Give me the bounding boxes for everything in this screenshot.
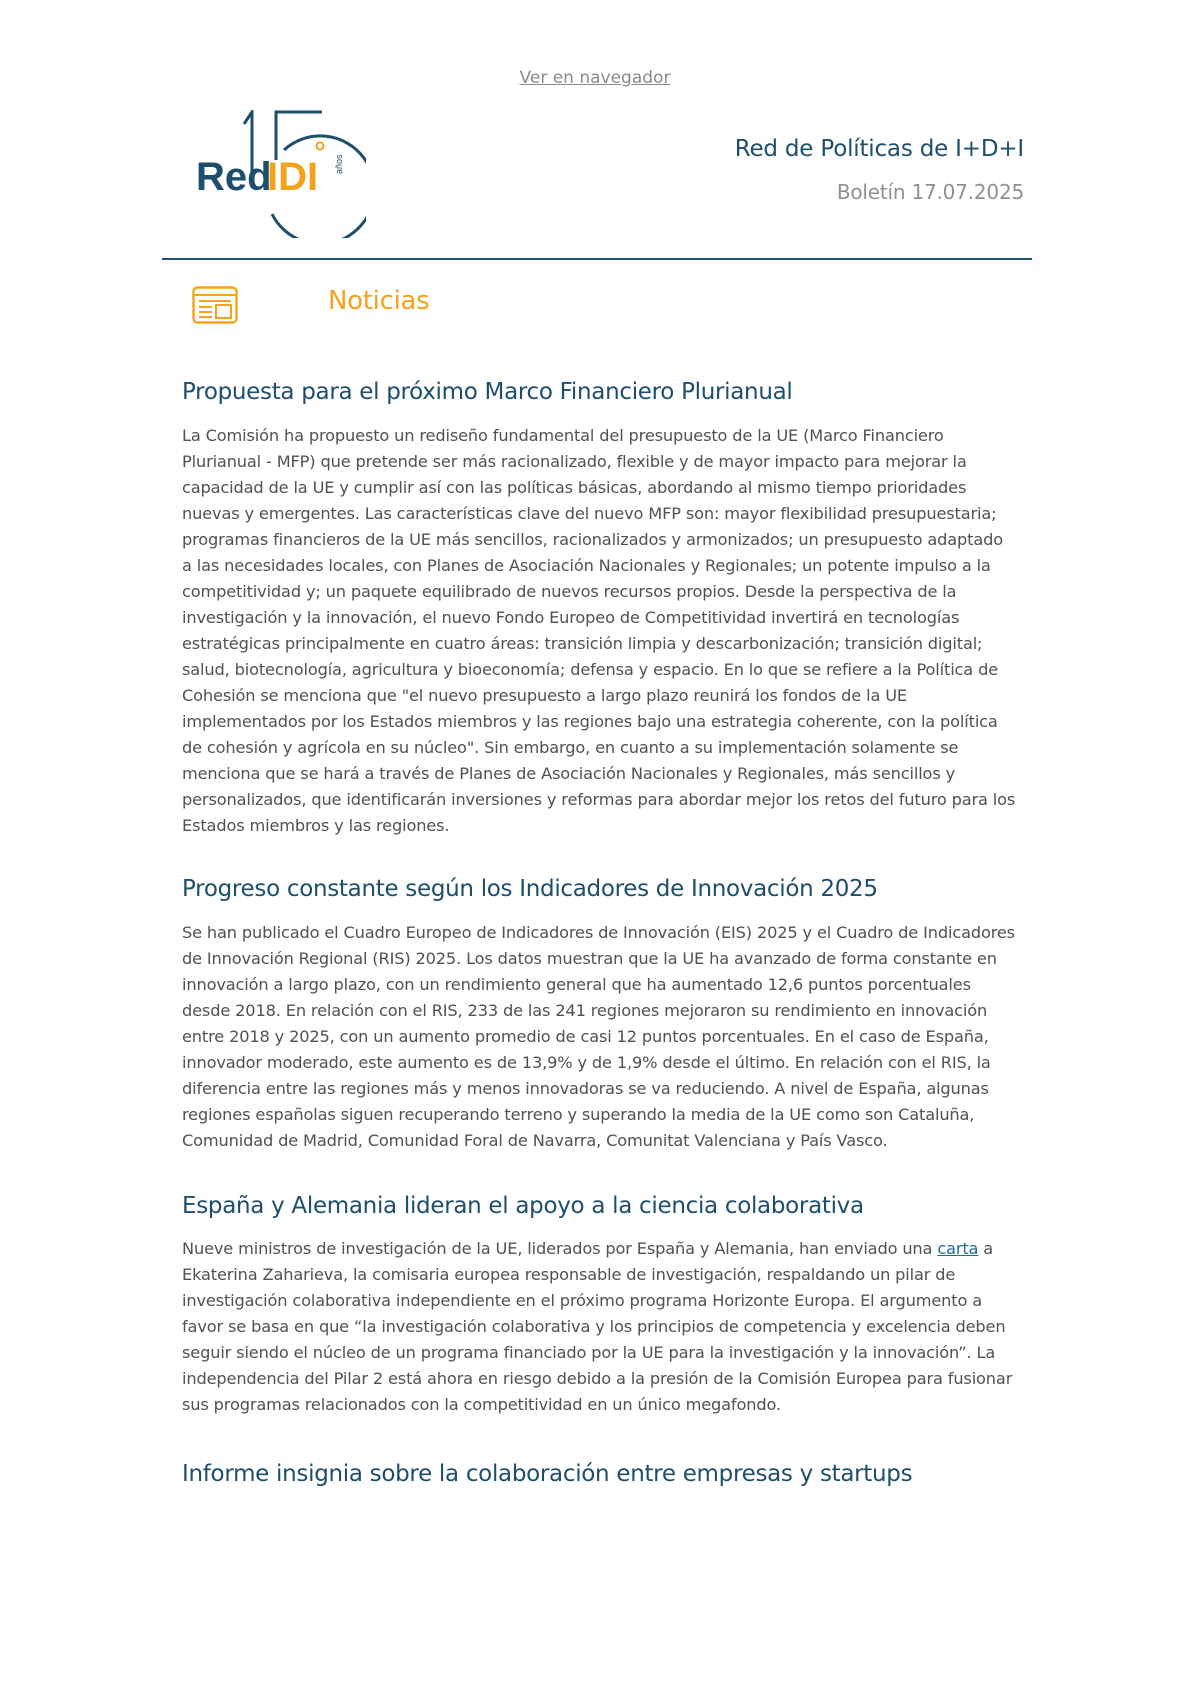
bulletin-date: Boletín 17.07.2025: [836, 180, 1024, 204]
article-title: Propuesta para el próximo Marco Financiero Plurianual: [182, 379, 793, 405]
article: [182, 1192, 1016, 1419]
article-body-before-link: Nueve ministros de investigación de la UE, liderados por España y Alemania, han enviado una: [182, 1239, 938, 1259]
newsletter-header: [735, 136, 1024, 204]
article-body: La Comisión ha propuesto un rediseño fundamental del presupuesto de la UE (Marco Financiero Plurianual - MFP) que pretende ser más racionalizado, flexible y de mayor impacto para mejorar la capacidad de la UE y cumplir así con las políticas básicas, abordando al mismo tiempo prioridades nuevas y emergentes. Las características clave del nuevo MFP son: mayor flexibilidad presupuestaria; programas financieros de la UE más sencillos, racionalizados y armonizados; un presupuesto adaptado a las necesidades locales, con Planes de Asociación Nacionales y Regionales; un potente impulso a la competitividad y; un paquete equilibrado de nuevos recursos propios. Desde la perspectiva de la investigación y la innovación, el nuevo Fondo Europeo de Competitividad invertirá en tecnologías estratégicas principalmente en cuatro áreas: transición limpia y descarbonización; transición digital; salud, biotecnología, agricultura y bioeconomía; defensa y espacio. En lo que se refiere a la Política de Cohesión se menciona que "el nuevo presupuesto a largo plazo reunirá los fondos de la UE implementados por los Estados miembros y las regiones bajo una estrategia coherente, con la política de cohesión y agrícola en su núcleo". Sin embargo, en cuanto a su implementación solamente se menciona que se hará a través de Planes de Asociación Nacionales y Regionales, más sencillos y personalizados, que identificarán inversiones y reformas para abordar mejor los retos del futuro para los Estados miembros y las regiones.: [182, 425, 1016, 835]
newspaper-icon: [192, 286, 238, 324]
logo-text-red: Red: [196, 155, 272, 199]
logo-text-idi: IDI: [267, 155, 319, 199]
article: [182, 1460, 1016, 1489]
article-title: Informe insignia sobre la colaboración entre empresas y startups: [182, 1461, 913, 1488]
article-title: Progreso constante según los Indicadores de Innovación 2025: [182, 875, 878, 902]
header-divider: [162, 258, 1032, 260]
article: [182, 378, 1016, 839]
article-body: Se han publicado el Cuadro Europeo de Indicadores de Innovación (EIS) 2025 y el Cuadro de Indicadores de Innovación Regional (RIS) 2025. Los datos muestran que la UE ha avanzado de forma constante en innovación a largo plazo, con un rendimiento general que ha aumentado 12,6 puntos porcentuales desde 2018. En relación con el RIS, 233 de las 241 regiones mejoraron su rendimiento en innovación entre 2018 y 2025, con un aumento promedio de casi 12 puntos porcentuales. En el caso de España, innovador moderado, este aumento es de 13,9% y de 1,9% desde el último. En relación con el RIS, la diferencia entre las regiones más y menos innovadoras se va reduciendo. A nivel de España, algunas regiones españolas siguen recuperando terreno y superando la media de la UE como son Cataluña, Comunidad de Madrid, Comunidad Foral de Navarra, Comunitat Valenciana y País Vasco.: [182, 922, 1015, 1150]
view-in-browser-link[interactable]: Ver en navegador: [519, 68, 671, 88]
article-title: España y Alemania lideran el apoyo a la ciencia colaborativa: [182, 1192, 864, 1219]
logo-text-years: años: [334, 154, 344, 174]
article-body-after-link: a Ekaterina Zaharieva, la comisaria europea responsable de investigación, respaldando un pilar de investigación colaborativa independiente en el próximo programa Horizonte Europa. El argumento a favor se basa en que “la investigación colaborativa y los principios de competencia y excelencia deben seguir siendo el núcleo de un programa financiado por la UE para la investigación y la innovación”. La independencia del Pilar 2 está ahora en riesgo debido a la presión de la Comisión Europea para fusionar sus programas relacionados con la competitividad en un único megafondo.: [182, 1239, 1013, 1415]
redidi-15-years-logo: [196, 110, 366, 238]
section-title-noticias: Noticias: [328, 286, 430, 316]
article-body: [182, 1236, 1016, 1418]
carta-link[interactable]: carta: [937, 1239, 979, 1259]
article: [182, 875, 1016, 1154]
news-content: [182, 378, 1016, 1525]
org-title: Red de Políticas de I+D+I: [734, 136, 1024, 162]
